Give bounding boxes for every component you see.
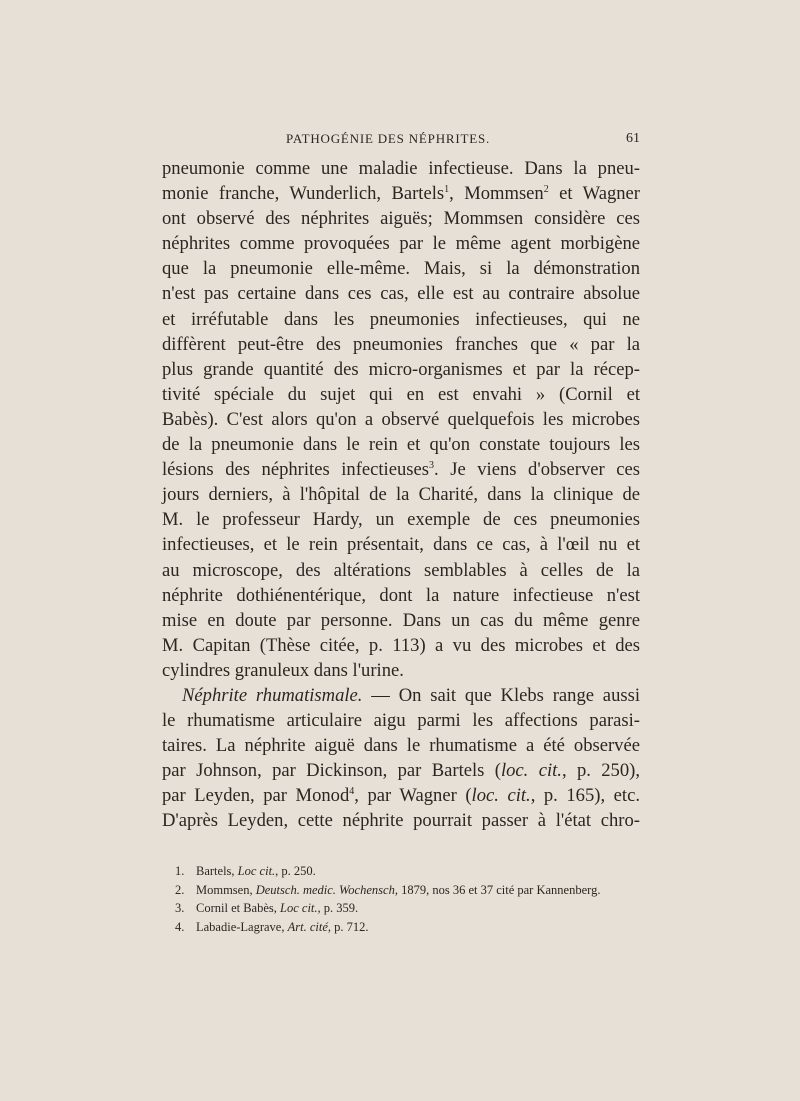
footnote-ref: 2 [543,184,549,196]
footnote: 4. Labadie-Lagrave, Art. cité, p. 712. [175,919,369,934]
footnotes [175,862,645,936]
text-line: monie franche, Wunderlich, Bartels$^1$, Mommsen$^2$ et Wagner [162,183,641,205]
text-line: lésions des néphrites infectieuses$^3$. Je viens d'observer ces [162,459,640,481]
text-line: ont observé des néphrites aiguës; Mommsen considère ces [162,208,640,230]
section-title: Néphrite rhumatismale. [182,684,363,706]
text-line: au microscope, des altérations semblables à celles de la [162,559,640,581]
text-line: par Leyden, par Monod$^4$, par Wagner (loc. cit., p. 165), etc. [162,785,640,807]
section-start-line: Néphrite rhumatismale. — On sait que Klebs range aussi [182,684,640,706]
text-line: pneumonie comme une maladie infectieuse. Dans la pneu- [162,158,640,179]
text-line: jours derniers, à l'hôpital de la Charité, dans la clinique de [162,484,640,506]
text-line: plus grande quantité des micro-organismes et par la récep- [162,358,640,380]
text-line: D'après Leyden, cette néphrite pourrait passer à l'état chro- [162,810,640,832]
text-line: néphrite dothiénentérique, dont la nature infectieuse n'est [162,584,640,606]
footnote-ref: 3 [429,460,435,472]
text-line: diffèrent peut-être des pneumonies franches que « par la [162,333,640,355]
footnote: 2. Mommsen, Deutsch. medic. Wochensch, 1879, nos 36 et 37 cité par Kannenberg. [175,882,601,897]
text-line: M. Capitan (Thèse citée, p. 113) a vu des microbes et des [162,634,640,656]
text-line: le rhumatisme articulaire aigu parmi les affections parasi- [162,710,640,732]
text-line: de la pneumonie dans le rein et qu'on constate toujours les [162,434,640,456]
footnote-ref: 4 [349,786,355,798]
text-line: par Johnson, par Dickinson, par Bartels (loc. cit., p. 250), [162,760,640,782]
text-line: et irréfutable dans les pneumonies infectieuses, qui ne [162,308,640,330]
page-number: 61 [626,131,640,146]
footnote: 3. Cornil et Babès, Loc cit., p. 359. [175,901,359,916]
text-line: néphrites comme provoquées par le même agent morbigène [162,233,640,255]
text-line: que la pneumonie elle-même. Mais, si la démonstration [162,258,640,280]
footnote: 1. Bartels, Loc cit., p. 250. [175,864,316,878]
running-title: PATHOGÉNIE DES NÉPHRITES. [286,131,491,146]
text-line: taires. La néphrite aiguë dans le rhumatisme a été observée [162,735,640,757]
text-line: tivité spéciale du sujet qui en est envahi » (Cornil et [162,383,640,405]
body-text [162,156,640,834]
text-line: M. le professeur Hardy, un exemple de ces pneumonies [162,509,640,531]
text-line: Babès). C'est alors qu'on a observé quelquefois les microbes [162,408,640,430]
text-line: infectieuses, et le rein présentait, dans ce cas, à l'œil nu et [162,534,640,556]
text-line: cylindres granuleux dans l'urine. [162,659,404,681]
text-line: mise en doute par personne. Dans un cas du même genre [162,609,640,631]
text-line: n'est pas certaine dans ces cas, elle est au contraire absolue [162,283,640,305]
footnote-ref: 1 [444,184,450,196]
page-header [162,131,640,151]
